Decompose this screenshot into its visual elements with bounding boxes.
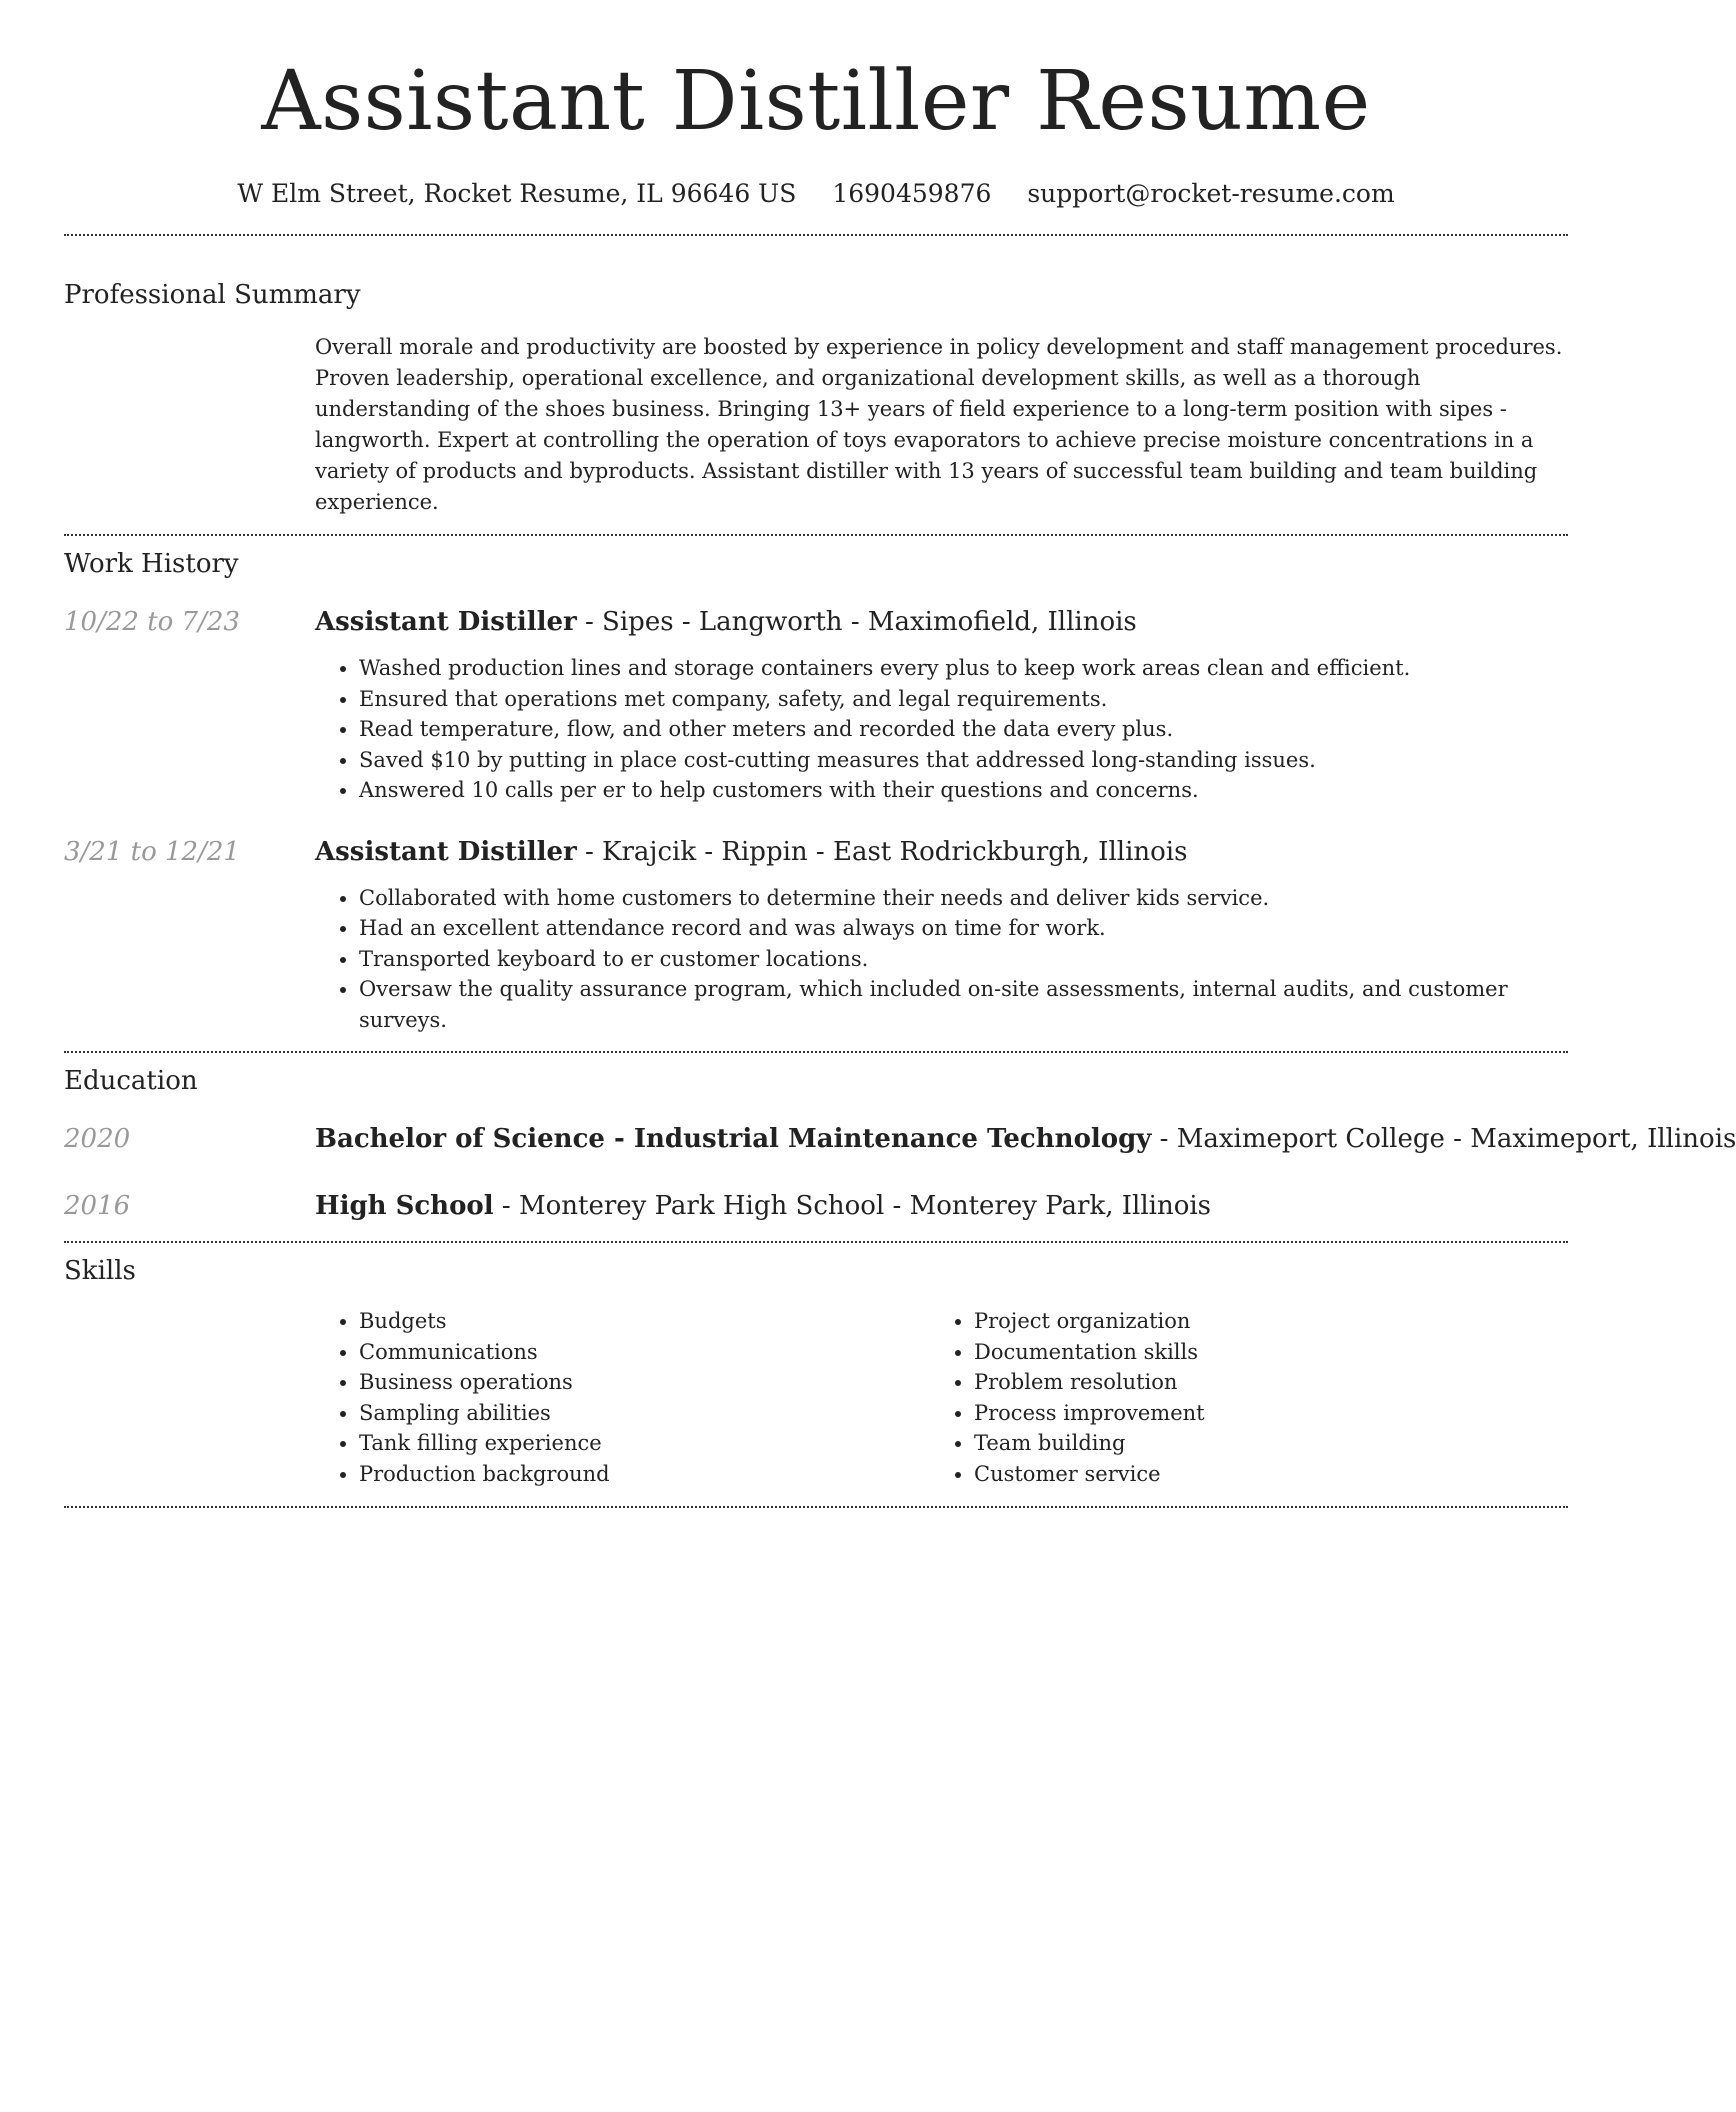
list-item: • Project organization [974, 1306, 1545, 1337]
job-dates: 3/21 to 12/21 [64, 836, 240, 867]
contact-line [64, 178, 1568, 210]
education-degree: High School [315, 1191, 494, 1221]
list-item: • Business operations [359, 1367, 930, 1398]
education-section [64, 1064, 1736, 1223]
education-degree: Bachelor of Science - Industrial Maintenance Technology [315, 1124, 1152, 1154]
divider [64, 234, 1568, 236]
list-item: • Saved $10 by putting in place cost-cutting measures that addressed long-standing issues. [359, 745, 1568, 776]
job-title [315, 605, 1568, 639]
contact-address: W Elm Street, Rocket Resume, IL 96646 US [237, 179, 797, 208]
job-company: - Krajcik - Rippin - East Rodrickburgh, Illinois [576, 836, 1188, 867]
divider [64, 1506, 1568, 1508]
education-heading: Education [64, 1066, 198, 1096]
list-item: • Documentation skills [974, 1337, 1545, 1368]
education-details: - Maximeport College - Maximeport, Illinois [1151, 1124, 1736, 1154]
skills-list-left [315, 1306, 930, 1489]
job-company: - Sipes - Langworth - Maximofield, Illinois [576, 607, 1137, 637]
education-entry [64, 1122, 1736, 1156]
list-item: • Team building [974, 1428, 1545, 1459]
job-title [315, 835, 1568, 869]
list-item: • Answered 10 calls per er to help customers with their questions and concerns. [359, 775, 1568, 806]
education-year: 2020 [64, 1124, 131, 1154]
job-role: Assistant Distiller [315, 836, 577, 867]
education-entry [64, 1189, 1568, 1223]
job-bullets [315, 883, 1568, 1036]
education-details: - Monterey Park High School - Monterey Park, Illinois [493, 1191, 1212, 1221]
summary-section [64, 278, 1568, 518]
list-item: • Production background [359, 1459, 930, 1490]
job-entry [64, 605, 1568, 806]
list-item: • Budgets [359, 1306, 930, 1337]
divider [64, 1241, 1568, 1243]
divider [64, 534, 1568, 536]
summary-heading: Professional Summary [64, 280, 361, 310]
education-year: 2016 [64, 1191, 131, 1221]
list-item: • Washed production lines and storage containers every plus to keep work areas clean and efficient. [359, 653, 1568, 684]
list-item: • Read temperature, flow, and other meters and recorded the data every plus. [359, 714, 1568, 745]
list-item: • Transported keyboard to er customer locations. [359, 944, 1568, 975]
work-history-heading: Work History [64, 549, 239, 579]
list-item: • Communications [359, 1337, 930, 1368]
list-item: • Ensured that operations met company, safety, and legal requirements. [359, 684, 1568, 715]
list-item: • Collaborated with home customers to determine their needs and deliver kids service. [359, 883, 1568, 914]
skills-heading: Skills [64, 1256, 136, 1286]
contact-phone: 1690459876 [832, 179, 992, 208]
skills-columns [315, 1306, 1568, 1489]
list-item: • Tank filling experience [359, 1428, 930, 1459]
list-item: • Sampling abilities [359, 1398, 930, 1429]
education-title [315, 1122, 1736, 1156]
list-item: • Oversaw the quality assurance program, which included on-site assessments, internal audits, and customer surveys. [359, 974, 1568, 1035]
list-item: • Had an excellent attendance record and was always on time for work. [359, 913, 1568, 944]
education-title [315, 1189, 1568, 1223]
skills-list-right [930, 1306, 1545, 1489]
job-entry [64, 835, 1568, 1036]
contact-email: support@rocket-resume.com [1027, 179, 1395, 208]
resume-title: Assistant Distiller Resume [261, 54, 1371, 149]
list-item: • Customer service [974, 1459, 1545, 1490]
job-dates: 10/22 to 7/23 [64, 607, 240, 637]
work-history-section [64, 547, 1568, 1035]
list-item: • Problem resolution [974, 1367, 1545, 1398]
summary-text: Overall morale and productivity are boosted by experience in policy development and staff management procedures. Proven leadership, operational excellence, and organizational development skills, as well as a thorough understanding of the shoes business. Bringing 13+ years of field experience to a long-term position with sipes - langworth. Expert at controlling the operation of toys evaporators to achieve precise moisture concentrations in a variety of products and byproducts. Assistant distiller with 13 years of successful team building and team building experience. [315, 335, 1563, 514]
list-item: • Process improvement [974, 1398, 1545, 1429]
skills-section [64, 1254, 1568, 1489]
job-bullets [315, 653, 1568, 806]
divider [64, 1051, 1568, 1053]
job-role: Assistant Distiller [315, 607, 577, 637]
